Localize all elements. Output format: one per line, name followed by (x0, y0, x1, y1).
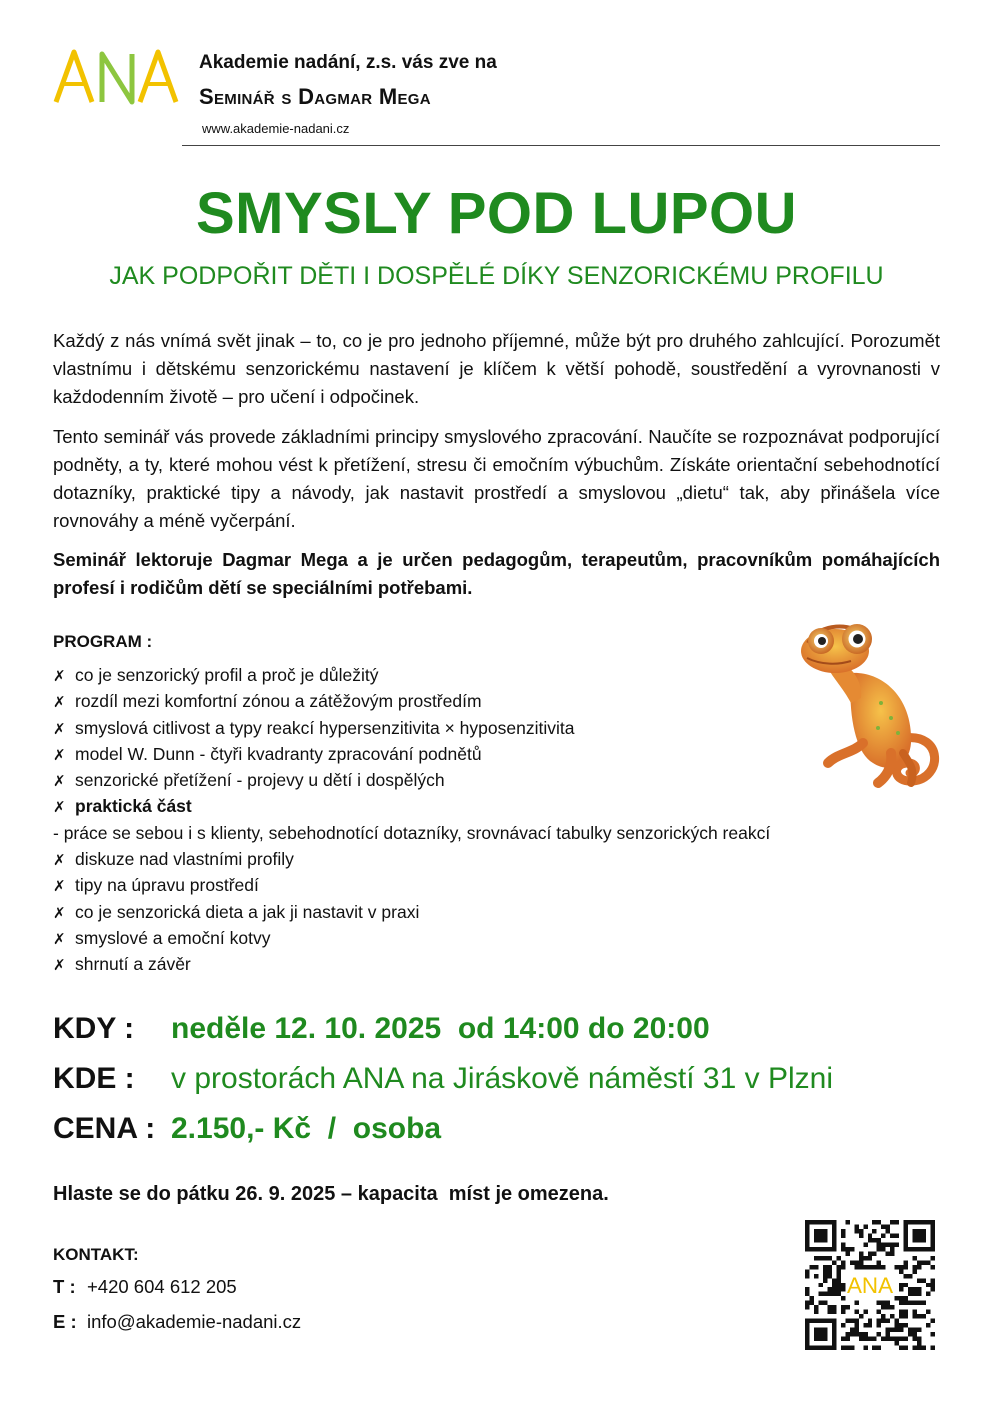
cross-icon: ✗ (53, 957, 66, 975)
phone-label: T : (53, 1276, 76, 1297)
when-label: KDY : (53, 1012, 135, 1045)
intro-paragraph: Každý z nás vnímá svět jinak – to, co je pro jednoho příjemné, může být pro druhého zahlcující. Porozumět vlastnímu i dětskému senzorickému nastavení je klíčem k větší pohodě, soustředění a vyrovnanosti v každodenním životě – pro učení i odpočinek. (53, 330, 940, 407)
cross-icon: ✗ (53, 773, 66, 791)
chameleon-illustration (793, 603, 943, 799)
organizer-line: Akademie nadání, z.s. vás zve na (199, 52, 497, 73)
registration-deadline: Hlaste se do pátku 26. 9. 2025 – kapacita míst je omezena. (53, 1183, 609, 1205)
list-item: ✗ tipy na úpravu prostředí (53, 872, 933, 898)
description-paragraph: Tento seminář vás provede základními principy smyslového zpracování. Naučíte se rozpoznávat podporující podněty, a ty, které mohou vést k přetížení, stresu či emočním výbuchům. Získáte orientační sebehodnotící dotazníky, praktické tipy a návody, jak nastavit prostředí a smyslovou „dietu“ tak, aby přinášela více rovnováhy a méně vyčerpání. (53, 426, 940, 531)
cross-icon: ✗ (53, 746, 66, 764)
price-value: 2.150,- Kč / osoba (171, 1112, 442, 1145)
cross-icon: ✗ (53, 720, 66, 738)
cross-icon: ✗ (53, 878, 66, 896)
list-item: ✗ smyslové a emoční kotvy (53, 925, 933, 951)
list-item: ✗ smyslová citlivost a typy reakcí hypersenzitivita × hyposenzitivita (53, 715, 933, 741)
list-item: ✗ diskuze nad vlastními profily (53, 846, 933, 872)
cross-icon: ✗ (53, 852, 66, 870)
header-divider (182, 145, 940, 146)
list-item: ✗ senzorické přetížení - projevy u dětí i dospělých (53, 767, 933, 793)
qr-logo-text: ANA (846, 1273, 894, 1299)
when-value: neděle 12. 10. 2025 od 14:00 do 20:00 (171, 1012, 710, 1045)
where-label: KDE : (53, 1062, 135, 1095)
program-heading: PROGRAM : (53, 632, 153, 651)
page-subtitle: JAK PODPOŘIT DĚTI I DOSPĚLÉ DÍKY SENZORICKÉMU PROFILU (109, 262, 884, 290)
cross-icon: ✗ (53, 904, 66, 922)
email-address[interactable]: info@akademie-nadani.cz (87, 1311, 302, 1332)
list-item-subnote: - práce se sebou i s klienty, sebehodnotící dotazníky, srovnávací tabulky senzorických reakcí (53, 822, 771, 843)
where-value: v prostorách ANA na Jiráskově náměstí 31 v Plzni (171, 1062, 833, 1095)
page-title: SMYSLY POD LUPOU (195, 181, 798, 246)
email-row (53, 1311, 301, 1333)
qr-code[interactable] (805, 1220, 935, 1350)
ana-logo (52, 44, 182, 110)
lecturer-paragraph: Seminář lektoruje Dagmar Mega a je určen pedagogům, terapeutům, pracovníkům pomáhajících profesí i rodičům dětí se speciálními potřebami. (53, 549, 940, 598)
cross-icon: ✗ (53, 694, 66, 712)
phone-row (53, 1276, 237, 1298)
seminar-line: Seminář s Dagmar Mega (199, 84, 431, 109)
list-item: ✗ model W. Dunn - čtyři kvadranty zpracování podnětů (53, 741, 933, 767)
cross-icon: ✗ (53, 668, 66, 685)
list-item: ✗ co je senzorický profil a proč je důležitý (53, 662, 933, 688)
website-link[interactable]: www.akademie-nadani.cz (202, 121, 350, 136)
phone-number[interactable]: +420 604 612 205 (87, 1276, 237, 1297)
list-item: ✗ shrnutí a závěr (53, 951, 933, 977)
list-item: ✗ rozdíl mezi komfortní zónou a zátěžovým prostředím (53, 688, 933, 714)
cross-icon: ✗ (53, 799, 66, 817)
list-item: ✗ praktická část (53, 793, 933, 819)
cross-icon: ✗ (53, 930, 66, 948)
list-item: ✗ co je senzorická dieta a jak ji nastavit v praxi (53, 899, 933, 925)
contact-heading: KONTAKT: (53, 1245, 139, 1264)
email-label: E : (53, 1311, 77, 1332)
price-label: CENA : (53, 1112, 156, 1145)
